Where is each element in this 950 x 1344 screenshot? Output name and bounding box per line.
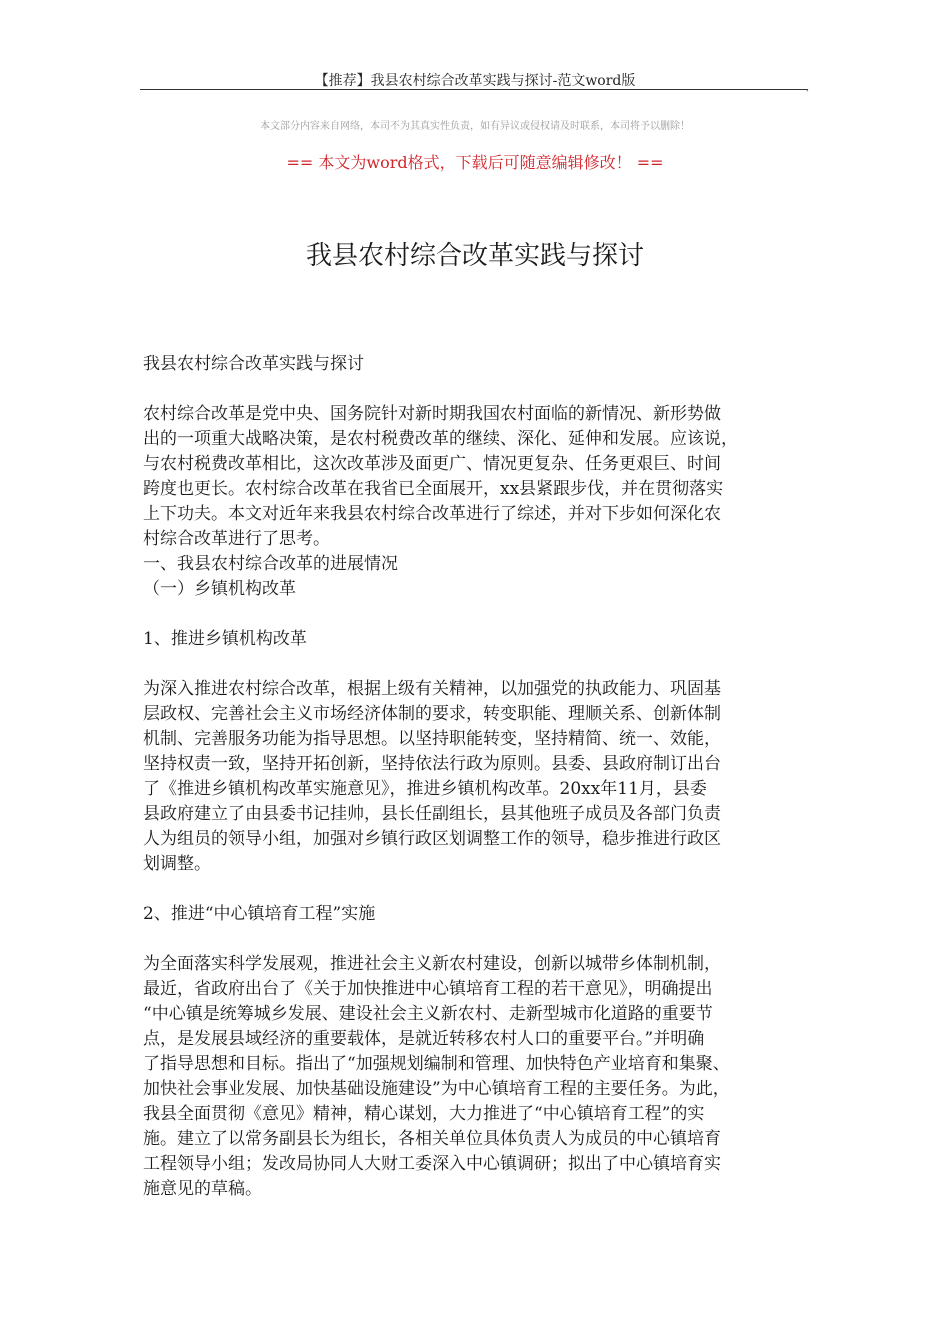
item1-line: 机制、完善服务功能为指导思想。以坚持职能转变，坚持精简、统一、效能，	[143, 729, 721, 749]
item1-line: 人为组员的领导小组，加强对乡镇行政区划调整工作的领导，稳步推进行政区	[143, 829, 721, 849]
section-heading: 一、我县农村综合改革的进展情况	[143, 554, 398, 574]
header-mark: ,	[806, 82, 810, 93]
item2-line: 最近，省政府出台了《关于加快推进中心镇培育工程的若干意见》，明确提出	[143, 979, 713, 999]
disclaimer-text: 本文部分内容来自网络，本司不为其真实性负责，如有异议或侵权请及时联系，本司将予以删除！	[260, 121, 690, 132]
document-title: 我县农村综合改革实践与探讨	[305, 241, 644, 271]
edit-notice: == 本文为word格式，下载后可随意编辑修改！ ==	[286, 153, 664, 172]
item1-line: 县政府建立了由县委书记挂帅，县长任副组长，县其他班子成员及各部门负责	[143, 804, 721, 824]
document-body	[143, 352, 808, 1202]
item2-line: 了指导思想和目标。指出了“加强规划编制和管理、加快特色产业培育和集聚、	[143, 1054, 730, 1074]
item1-line: 坚持权责一致，坚持开拓创新，坚持依法行政为原则。县委、县政府制订出台	[143, 754, 721, 774]
intro-line: 村综合改革进行了思考。	[143, 529, 330, 549]
item2-line: 加快社会事业发展、加快基础设施建设”为中心镇培育工程的主要任务。为此，	[143, 1079, 730, 1099]
item-heading: 1、推进乡镇机构改革	[143, 629, 307, 649]
intro-line: 农村综合改革是党中央、国务院针对新时期我国农村面临的新情况、新形势做	[143, 404, 721, 424]
item1-line: 层政权、完善社会主义市场经济体制的要求，转变职能、理顺关系、创新体制	[143, 704, 721, 724]
header-rule	[140, 89, 808, 90]
item2-line: 施意见的草稿。	[143, 1179, 262, 1199]
body-subtitle: 我县农村综合改革实践与探讨	[143, 354, 364, 374]
item2-line: 我县全面贯彻《意见》精神，精心谋划，大力推进了“中心镇培育工程”的实	[143, 1104, 705, 1124]
item1-line: 了《推进乡镇机构改革实施意见》，推进乡镇机构改革。20xx年11月，县委	[143, 779, 707, 799]
intro-line: 出的一项重大战略决策，是农村税费改革的继续、深化、延伸和发展。应该说，	[143, 429, 738, 449]
item2-line: “中心镇是统筹城乡发展、建设社会主义新农村、走新型城市化道路的重要节	[143, 1004, 713, 1024]
item-heading: 2、推进“中心镇培育工程”实施	[143, 904, 376, 924]
item2-line: 工程领导小组；发改局协同人大财工委深入中心镇调研；拟出了中心镇培育实	[143, 1154, 721, 1174]
item2-line: 施。建立了以常务副县长为组长，各相关单位具体负责人为成员的中心镇培育	[143, 1129, 721, 1149]
item2-line: 为全面落实科学发展观，推进社会主义新农村建设，创新以城带乡体制机制，	[143, 954, 721, 974]
item1-line: 为深入推进农村综合改革，根据上级有关精神，以加强党的执政能力、巩固基	[143, 679, 721, 699]
intro-line: 与农村税费改革相比，这次改革涉及面更广、情况更复杂、任务更艰巨、时间	[143, 454, 721, 474]
intro-line: 跨度也更长。农村综合改革在我省已全面展开，xx县紧跟步伐，并在贯彻落实	[143, 479, 724, 499]
item2-line: 点，是发展县域经济的重要载体，是就近转移农村人口的重要平台。”并明确	[143, 1029, 705, 1049]
intro-line: 上下功夫。本文对近年来我县农村综合改革进行了综述，并对下步如何深化农	[143, 504, 721, 524]
item1-line: 划调整。	[143, 854, 211, 874]
subsection-heading: （一）乡镇机构改革	[143, 579, 296, 599]
running-header-title: 【推荐】我县农村综合改革实践与探讨-范文word版	[314, 73, 636, 89]
